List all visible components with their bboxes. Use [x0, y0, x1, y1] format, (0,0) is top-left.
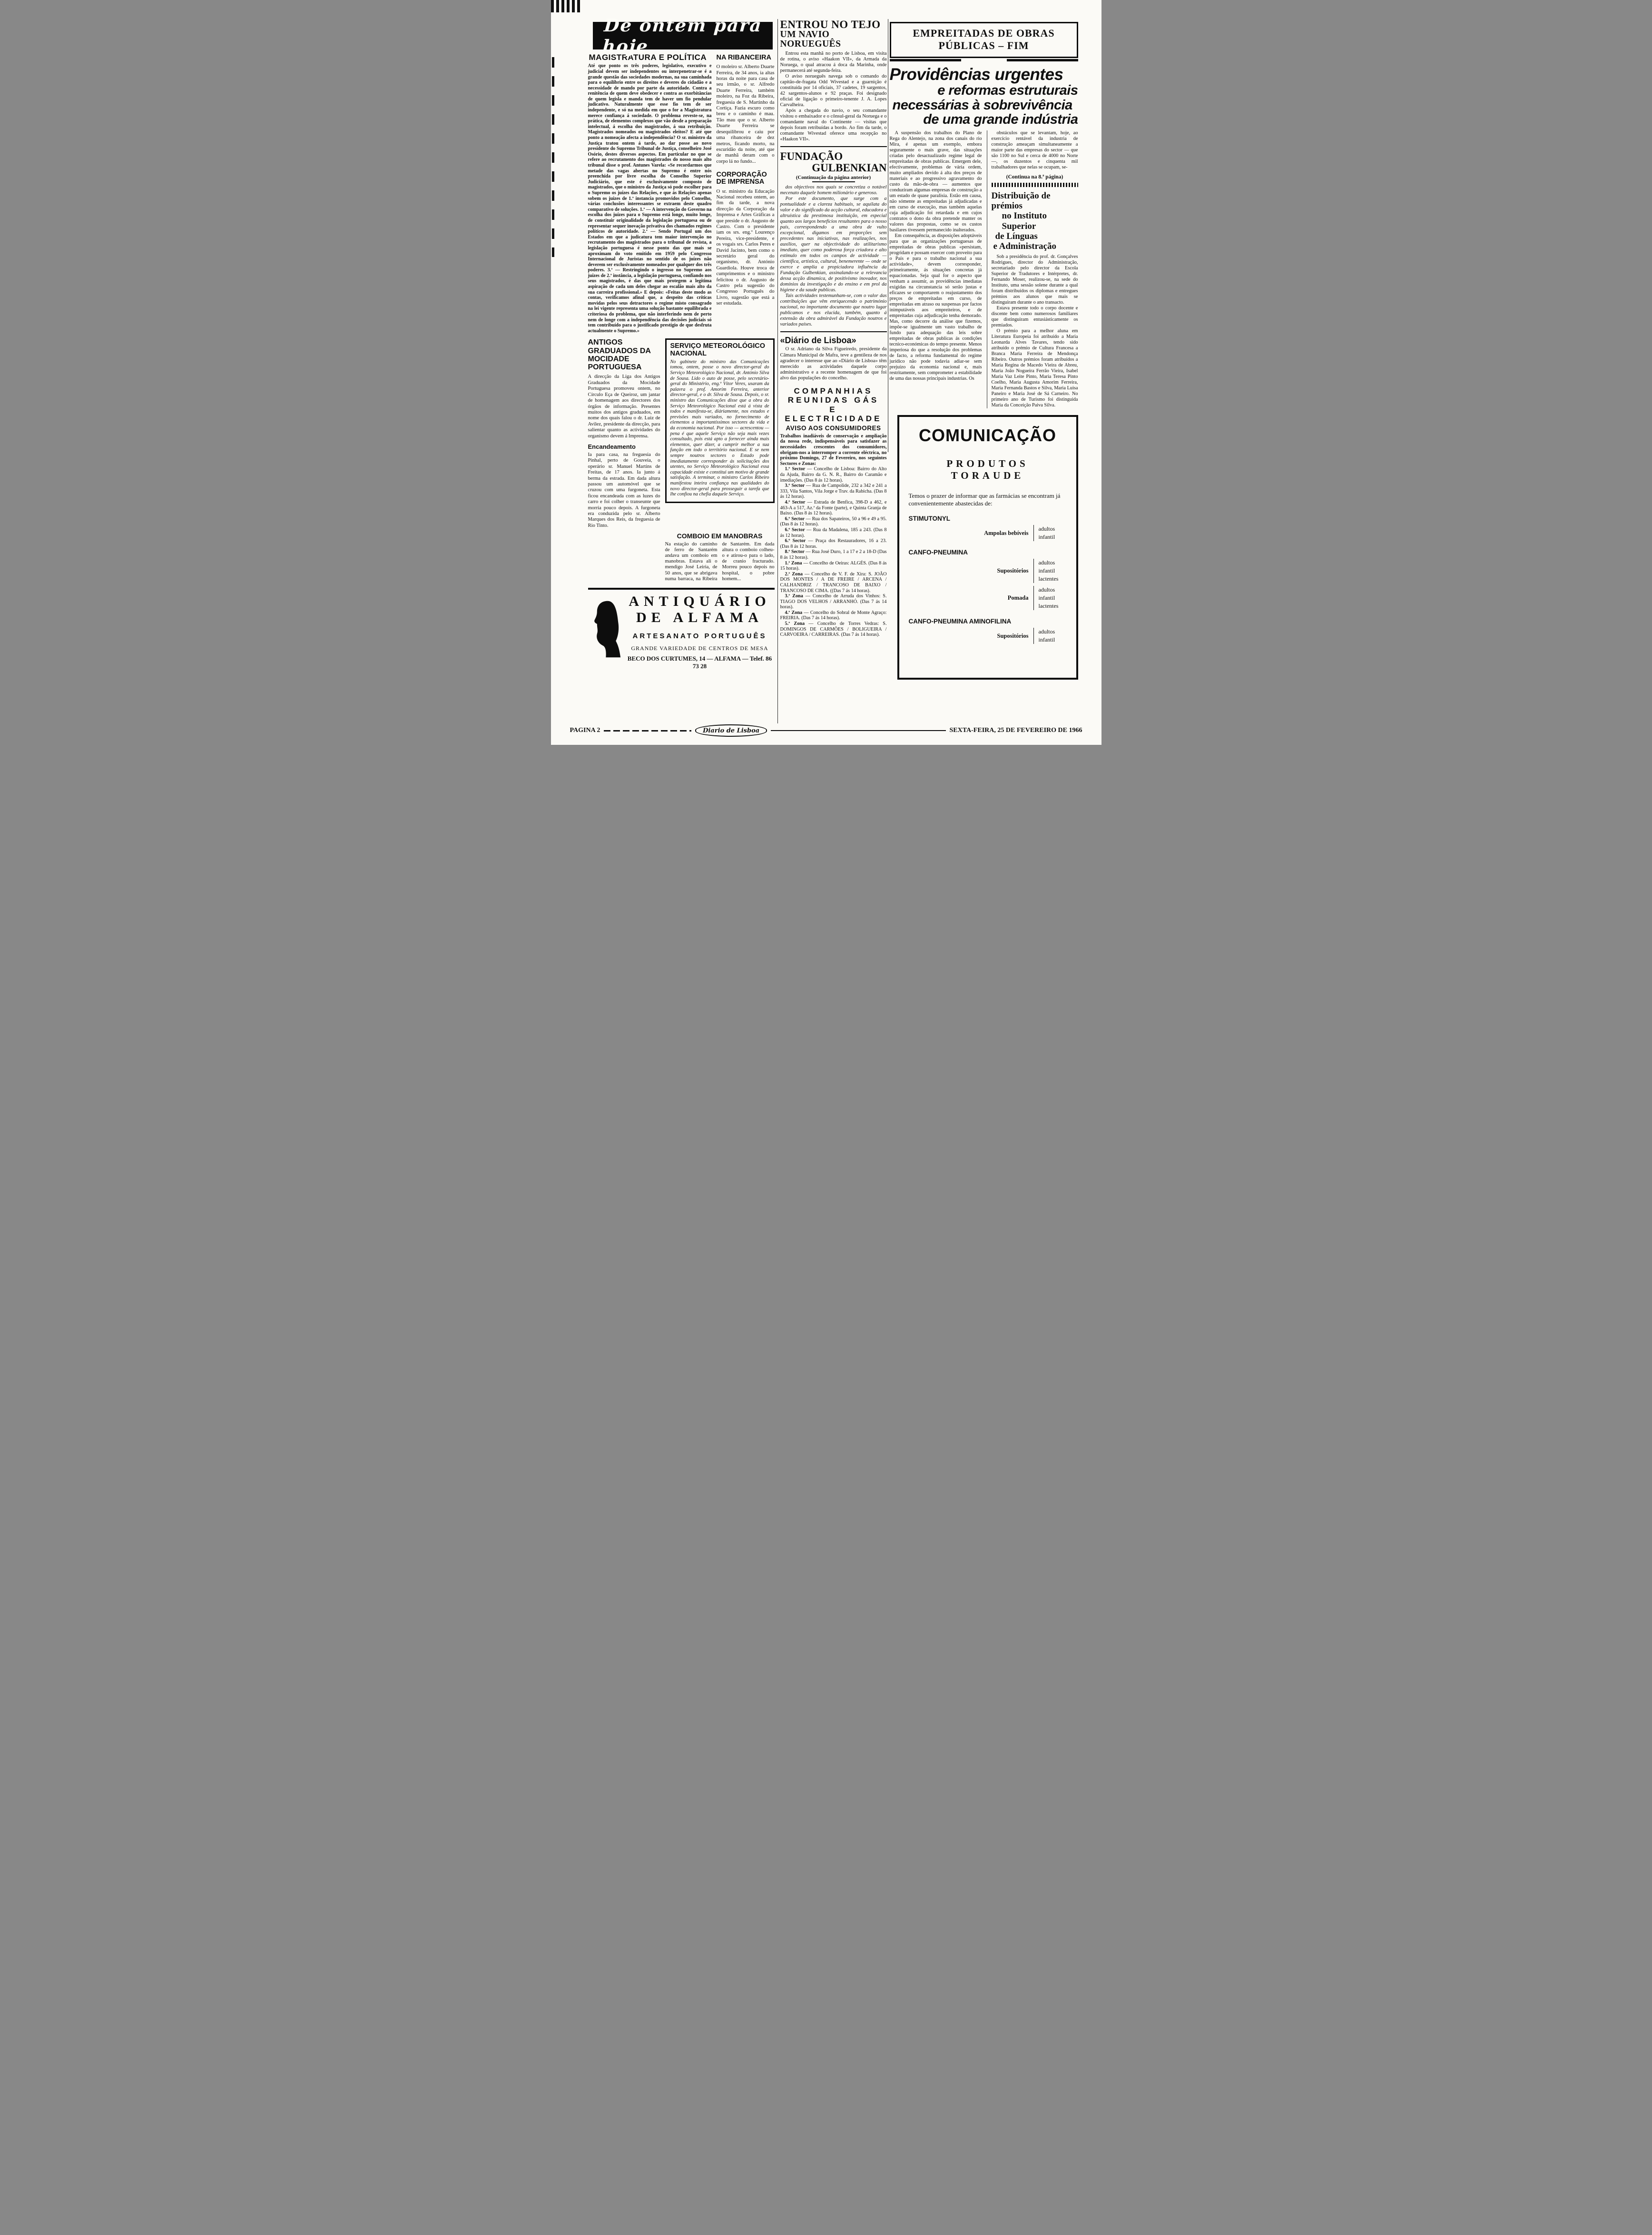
- newspaper-page: [551, 0, 1101, 745]
- product-variants: [1033, 628, 1067, 644]
- product-variants: [1033, 586, 1067, 610]
- man-silhouette-icon: [590, 593, 625, 665]
- section-banner-title: De ontem para hoje: [601, 15, 763, 57]
- product-item: [909, 515, 1067, 541]
- product-form-row: [909, 559, 1067, 583]
- article-headline: ANTIGOS GRADUADOS DA MOCIDADE PORTUGUESA: [588, 338, 651, 372]
- left-column-block: [588, 15, 775, 670]
- ad-subtitle: ARTESANATO PORTUGUÊS: [632, 632, 767, 640]
- kicker-underline-bars: [890, 59, 1078, 61]
- product-form: Ampolas bebíveis: [984, 529, 1029, 536]
- paragraph: e Administração: [993, 241, 1056, 252]
- paragraph: A suspensão dos trabalhos do Plano de Rega do Alentejo, na zona dos canais do rio Mira, é apenas um exemplo, embora seguramente o mais grave, das situações criadas pelo desactualizado regime legal de empreitadas de obras publicas. Emergem dele, efectivamente, problemas de vária ordem, muito ampliados devido á alta dos preços de materiais e ao progressivo agravamento do custo da mão-de-obra — aumentos que conduziram algumas empresas de construção a um estado de quase paralisia. Estão em causa, não sómente as empreitadas já adjudicadas e em curso de execução, mas também aquelas cuja adjudicação foi retardada e em cujos contratos o dono da obra pretende manter os valores das propostas, como se os custos basilares tivessem permanecido inalterados.: [889, 130, 982, 233]
- product-variants: [1033, 525, 1067, 541]
- product-item: [909, 549, 1067, 610]
- product-variant: infantil: [1038, 594, 1055, 602]
- notice-intro: Trabalhos inadiáveis de conservação e ampliação da nossa rede, indispensáveis para satisfazer as necessidades crescentes dos consumidores, obrigam-nos a interromper a corrente eléctrica, no próximo Domingo, 27 de Fevereiro, nos seguintes Sectores e Zonas:: [780, 433, 887, 466]
- article-headline: MAGISTRATURA E POLÍTICA: [589, 53, 707, 62]
- product-item: [909, 618, 1067, 644]
- paragraph: O aviso norueguês navega sob o comando do capitão-de-fragata Odd Wivestad e a guarnição é constituída por 14 oficiais, 37 cadetes, 19 sargentos, 42 sargentos-alunos e 92 praças. Foi designado oficial de ligação o primeiro-tenente J. A. Lopes Carvalheira.: [780, 74, 887, 108]
- article-body: [780, 185, 887, 327]
- article-column-a: [890, 130, 982, 409]
- product-variant: adultos: [1038, 525, 1055, 533]
- article-body: O moleiro sr. Alberto Duarte Ferreira, de 34 anos, ia altas horas da noite para casa de seu irmão, o sr. Alfredo Duarte Ferreira, também moleiro, na Foz da Ribeira, freguesia de S. Martinho da Cortiça. Fazia escuro como breu e o caminho é mau. Tão mau que o sr. Alberto Duarte Ferreira se desequilibrou e caiu por uma ribanceira de dez metros, ficando morto, na escuridão da noite, até que de manhã deram com o corpo lá no fundo...: [716, 64, 775, 164]
- scan-artifact: [551, 0, 581, 12]
- product-variant: adultos: [1038, 586, 1055, 593]
- sector-item: 4.ª Zona — Concelho do Sobral de Monte Agraço: FREIRIA. (Das 7 ás 14 horas).: [780, 610, 887, 621]
- article-headline: «Diário de Lisboa»: [780, 336, 856, 346]
- column-divider: [777, 19, 778, 723]
- article-body: Ia para casa, na freguesia do Pinhal, perto de Gouveia, o operário sr. Manuel Martins de Freitas, de 17 anos. Ia junto á berma da estrada. Em dada altura passou um automóvel que se cruzou com uma furgoneta. Esta ficou encandeada com as luzes do carro e foi colher o transeunte que morria pouco depois. A furgoneta era conduzida pelo sr. Alberto Marques dos Reis, da freguesia de Rio Tinto.: [588, 452, 660, 528]
- paragraph: Entrou esta manhã no porto de Lisboa, em visita de rotina, o aviso «Haakon VII», da Armada da Noruega, o qual atracou á doca da Marinha, onde permanecerá até segunda-feira.: [780, 51, 887, 74]
- ad-text: GRANDE VARIEDADE DE CENTROS DE MESA: [631, 644, 768, 652]
- article-antigos-graduados: [588, 338, 660, 529]
- paragraph: Distribuição de prémios: [991, 190, 1051, 211]
- article-body: No gabinete do ministro das Comunicações tomou, ontem, posse o novo director-geral do Serviço Meteorológico Nacional, dr. António Silva de Sousa. Lido o auto de posse, pelo secretário-geral do Ministério, eng.º Vítor Veres, usaram da palavra o prof. Amorim Ferreira, anterior director-geral, e o dr. Silva de Sousa. Depois, o sr. ministro das Comunicações disse que a obra do Serviço Meteorológico Nacional está á vista de todos e manifesta-se, diáriamente, nos estudos e previsões mais variados, no fornecimento de elementos a importantíssimos sectores da vida e da economia nacional. Por isso — acrescentou — pena é que aquele Serviço não seja mais vezes consultado, pois está apto a fornecer ainda mais elementos, quer dizer, a cumprir melhor a sua função em todo o território nacional. E se nem sempre noutros sectores o Estado pode imediatamente corresponder ás solicitações dos utentes, no Serviço Meteorológico Nacional essa capacidade existe e constitui um motivo de grande satisfação. A terminar, o ministro Carlos Ribeiro manifestou inteira confiança nas qualidades do novo director-geral para prosseguir a tarefa que lhe confiou na chefia daquele Serviço.: [670, 359, 769, 497]
- article-diario-de-lisboa: [780, 336, 887, 382]
- sector-item: 3.º Sector — Rua de Campolide, 232 a 342 e 241 a 333, Vila Santos, Vila Jorge e Trav. da Rabicha. (Das 8 ás 12 horas).: [780, 483, 887, 500]
- article-subhead: Encandeamento: [588, 443, 636, 450]
- product-variant: lactentes: [1038, 575, 1059, 583]
- paragraph: de Línguas: [995, 231, 1038, 241]
- rule: [780, 331, 887, 332]
- product-form-row: [909, 586, 1067, 610]
- hatched-divider: [992, 183, 1078, 187]
- ad-toraude: [897, 415, 1078, 680]
- newspaper-logo-text: Diario de Lisboa: [703, 727, 760, 734]
- product-form: Pomada: [1007, 594, 1029, 602]
- ad-subtitle: PRODUTOS TORAUDE: [946, 458, 1029, 482]
- sector-list: [780, 466, 887, 637]
- middle-column: [780, 19, 887, 638]
- article-gulbenkian: [780, 151, 887, 327]
- kicker-text: EMPREITADAS DE OBRAS PÚBLICAS – FIM: [913, 27, 1055, 51]
- article-column-b: [987, 130, 1078, 409]
- paragraph: de uma grande indústria: [923, 111, 1078, 127]
- ad-intro: Temos o prazer de informar que as farmácias se encontram já convenientemente abastecidas de:: [908, 492, 1061, 507]
- product-form: Supositórios: [997, 567, 1029, 574]
- sector-item: 5.ª Zona — Concelho de Torres Vedras: S. DOMINGOS DE CARMÕES / BOLIGUEIRA / CARVOEIRA / CARREIRAS. (Das 7 ás 14 horas).: [780, 621, 887, 638]
- rule: [812, 181, 855, 182]
- paragraph: Providências urgentes: [889, 65, 1063, 84]
- article-body: [992, 254, 1078, 408]
- section-banner: [593, 15, 773, 57]
- ad-address: BECO DOS CURTUMES, 14 — ALFAMA — Telef. 86 73 28: [627, 654, 772, 670]
- product-form: Supositórios: [997, 632, 1029, 639]
- article-headline: GULBENKIAN: [812, 161, 887, 174]
- sector-item: 4.º Sector — Estrada de Benfica, 398-D a 462, e 463-A a 517, Az.ª da Fonte (parte), e Quinta Granja de Baixo. (Das 8 ás 12 horas).: [780, 500, 887, 516]
- paragraph: E ELECTRICIDADE: [785, 405, 882, 424]
- footer-dash-rule: [604, 730, 691, 732]
- product-variant: adultos: [1038, 628, 1055, 635]
- product-variants: [1033, 559, 1067, 583]
- left-narrow-column: [717, 52, 775, 334]
- product-name: CANFO-PNEUMINA AMINOFILINA: [908, 618, 1012, 625]
- paragraph: Por este documento, que surge com a pontualidade e a clareza habituais, se aquilata do valor e do significado da acção cultural, educadora e altruística da prestimosa instituição, em especial quanto aos largos benefícios resultantes para o nosso país, correspondendo a uma obra de vulto excepcional, digamos em proporções sem precedentes nas iniciativas, nas realizações, nos auxílios, quer na objectividade do utilitarismo imediato, quer como poderosa força criadora e alto estímulo em todos os campos de actividade — científica, artística, cultural, benemerente — onde se exerce e amplia a propiciadora influência da Fundação Gulbenkian, assinalando-se a relevancia dessa acção dinamica, de positivismo inovador, nos domínios da investigação e do ensino e em prol da higiene e da saude publicas.: [780, 196, 887, 293]
- article-body: Até que ponto os três poderes, legislativo, executivo e judicial devem ser independentes ou interpenetrar-se é a grande questão das sociedades modernas, na sua caminhada para o equilíbrio entre os direitos e deveres do cidadão e a necessidade de mando por parte da autoridade. Contra a renitência de quem deve obedecer e contra as exorbitâncias de quem legisla e manda tem de haver um fio pendular judicativo. Naturalmente que esse fio tem de ser independente, e só na medida em que o for a Magistratura merece confiança á sociedade. O problema reveste-se, na prática, de elementos complexos que vão desde a preparação intelectual, á escolha dos magistrados, á sua retribuição. Magistrados nomeados ou magistrados eleitos? E até que ponto a nomeação afecta a independência? O sr. ministro da Justiça tratou ontem á tarde, ao dar posse ao novo presidente do Supremo Tribunal de Justiça, conselheiro José Osório, destes diversos aspectos. Em particular no que se refere ao recrutamento dos magistrados do nosso mais alto tribunal disse o prof. Antunes Varela: «Se recordarmos que metade das vagas abertas no Supremo é entre nós preenchida por livre escolha do Conselho Superior Judiciário, que este é exclusivamente composto de magistrados, que o ministro da Justiça só pode escolher para o Supremo os juízes das Relações, e que ás Relações apenas sobem os juízes de 1.ª instancia promovidos pelo Conselho, várias conclusões interessantes se extraem deste quadro comparativo de soluções. 1.ª — A intervenção do Governo na escolha dos juízes para o Supremo está longe, muito longe, de constituir originalidade da legislação portuguesa ou de representar sequer inovação privativa dos chamados regimes políticos de autoridade. 2.ª — Sendo Portugal um dos Estados em que a judicatura tem maior intervenção no recrutamento dos magistrados para o tribunal de revista, a legislação portuguesa é nesse ponto das que mais se aproximam do voto emitido em 1959 pelo Congresso Internacional de Juristas no sentido de os juízes não deverem ser exclusivamente nomeados por qualquer dos três poderes. 3.ª — Restringindo o ingresso no Supremo aos juízes de 2.ª instância, a legislação portuguesa, confiando nos seus magistrados, é das que mais protegem a legítima aspiração de cada um deles chegar ao escalão mais alto da sua carreira profissional.» E depois: «Feitas deste modo as contas, verificamos afinal que, a despeito das críticas movidas pelos seus detractores o regime misto consagrado na lei vigente representa uma solução bastante equilibrada e criteriosa do problema, que não interferindo nem de perto nem de longe com a independência das decisões judiciais só tem contribuído para o justificado prestígio de que desfruta actualmente o Supremo.»: [588, 63, 712, 334]
- product-variant: infantil: [1038, 636, 1055, 643]
- article-distribuicao-premios: [992, 191, 1078, 409]
- article-body: [780, 51, 887, 142]
- sector-item: 2.ª Zona — Concelho de V. F. de Xira: S. JOÃO DOS MONTES / A DE FREIRE / ARCENA / CALHANDRIZ / TRANCOSO DE BAIXO / TRANCOSO DE CIMA. ((Das 7 ás 14 horas).: [780, 571, 887, 593]
- sector-item: 3.ª Zona — Concelho de Arruda dos Vinhos: S. TIAGO DOS VELHOS / ARRANHÓ. (Das 7 ás 14 horas).: [780, 593, 887, 610]
- sector-item: 6.º Sector — Rua dos Sapateiros, 50 a 96 e 49 a 95. (Das 8 ás 12 horas).: [780, 516, 887, 527]
- article-navio-noruegues: [780, 19, 887, 142]
- article-body: Na estação do caminho de ferro de Santarém andava um comboio em manobras. Estava ali o mendigo José Leiria, de 50 anos, que se abrigava numa barraca, na Ribeira de Santarém. Em dada altura o comboio colheu-o e atirou-o para o lado, de cranio fracturado. Morreu pouco depois no hospital, o pobre homem...: [665, 541, 775, 582]
- article-headline: FUNDAÇÃO: [780, 150, 843, 163]
- article-headline: [992, 191, 1078, 252]
- paragraph: Tais actividades testemunham-se, com o valor das contribuições que vêm enriquecendo o património nacional, no importante documento que noutro lugar publicamos e nos elucida, também, quanto á extensão da obra admirável da Fundação noutros e variados países.: [780, 293, 887, 327]
- product-variant: infantil: [1038, 534, 1055, 541]
- article-comboio: [665, 533, 775, 582]
- article-magistratura: [588, 52, 712, 334]
- paragraph: Em consequência, as disposições adoptáveis para que as organizações portuguesas de empreitadas de obras publicas «persistam, progridam e possam exercer com proveito para o País e para o trabalho nacional a sua actividade», devem corresponder, primeiramente, ás situações concretas já equacionadas. Seja qual for o aspecto que venham a assumir, as providências imediatas exigidas na circunstancia só serão justas e eficazes se comportarem o reajustamento dos preços de empreitadas em curso, de empreitadas em atraso ou suspensas por factos inimputáveis aos empreiteiros, e de empreitadas cuja adjudicação tenha demorado. Mas, como decorre da análise que fizemos, impõe-se igualmente um vasto trabalho de fundo para adequação das leis sobre empreitadas de obras publicas ás condições tecnico-económicas do tempo presente. Menos imperiosa do que a resolução dos problemas de facto, a reforma fundamental do regime jurídico não pode todavia adiar-se sem prejuízo da economia nacional e, mais restritamente, sem comprometer a estabilidade de uma das nossas principais industrias. Os: [889, 233, 982, 381]
- notice-companhias-gas: [780, 386, 887, 638]
- article-na-ribanceira: [717, 54, 775, 165]
- product-form-row: [909, 628, 1067, 644]
- ad-title-line: DE ALFAMA: [636, 610, 763, 626]
- paragraph: necessárias à sobrevivência: [892, 97, 1072, 113]
- article-headline: SERVIÇO METEOROLÓGICO NACIONAL: [670, 342, 766, 357]
- paragraph: Após a chegada do navio, o seu comandante visitou o embaixador e o cônsul-geral da Noruega e o comandante naval do Continente — visitas que depois foram retribuídas a bordo. Ao fim da tarde, o comandante Wivestad oferece uma recepção no «Haakon VII».: [780, 108, 887, 142]
- continuation-note: (Continuação da página anterior): [796, 175, 871, 181]
- sector-item: 6.º Sector — Rua da Madalena, 185 a 243. (Das 8 ás 12 horas).: [780, 527, 887, 538]
- scan-artifact: [552, 57, 554, 257]
- footer-rule: [771, 730, 945, 731]
- right-column-block: [890, 22, 1078, 680]
- paragraph: Sob a presidência do prof. dr. Gonçalves Rodrigues, director do Administração, secretariado pelo director da Escola Superior de Tradutores e Intérpretes, dr. Fernando Moser, realizou-se, na sede do Instituto, uma sessão solene durante a qual foram distribuídos os diplomas e entregues prémios aos alunos que mais se distinguiram durante o ano transacto.: [991, 254, 1078, 306]
- article-headline: COMBOIO EM MANOBRAS: [677, 532, 763, 540]
- article-headline: CORPORAÇÃO DE IMPRENSA: [716, 171, 767, 186]
- sector-item: 1.º Sector — Concelho de Lisboa: Bairro do Alto da Ajuda, Bairro da G. N. R., Bairro do Caramão e imediações. (Das 8 ás 12 horas).: [780, 466, 887, 483]
- paragraph: no Instituto Superior: [1002, 211, 1047, 231]
- article-servico-meteorologico: [665, 338, 775, 503]
- paragraph: Estava presente todo o corpo docente e discente bem como numerosos familiares que distinguiram entusiásticamente os premiados.: [991, 306, 1078, 328]
- page-number: PAGINA 2: [570, 727, 600, 734]
- notice-headline: [780, 386, 887, 424]
- product-variant: lactentes: [1038, 603, 1059, 610]
- ad-title: COMUNICAÇÃO: [919, 425, 1056, 445]
- ad-title-line: ANTIQUÁRIO: [629, 593, 771, 609]
- paragraph: e reformas estruturais: [937, 83, 1078, 99]
- ad-antiquario: [588, 588, 775, 670]
- rule: [780, 146, 887, 147]
- article-corporacao: [717, 171, 775, 307]
- article-headline: NA RIBANCEIRA: [716, 54, 771, 61]
- sector-item: 6.º Sector — Praça dos Restauradores, 16 a 23. (Das 8 ás 12 horas.: [780, 538, 887, 549]
- paragraph: O prémio para a melhor aluna em Literatura Europeia foi atribuído a Maria Leonarda Alves Tavares, tendo sido atribuído o prémio de Cultura Francesa a Branca Maria Ferreira de Mendonça Ribeiro. Outros prémios foram atribuídos a Maria Regina de Macedo Vieira de Abreu, Maria João Nogueira Ferrão Vieira, Isabel Maria Vaz Leite Pinto, Maria Teresa Pinto Coelho, Maria Augusta Amorim Ferreira, Maria Fernanda Bastos e Silva, Maria Luisa Paneiro e Maria José de Sá Carneiro. No primeiro ano de Turismo foi distinguida Maria da Conceição Paiva Silva.: [991, 328, 1078, 408]
- article-headline: UM NAVIO NORUEGUÊS: [780, 30, 841, 49]
- product-name: CANFO-PNEUMINA: [908, 549, 968, 556]
- article-kicker-box: [890, 22, 1078, 58]
- product-list: [909, 515, 1067, 644]
- page-date: SEXTA-FEIRA, 25 DE FEVEREIRO DE 1966: [949, 727, 1082, 734]
- sector-item: 1.ª Zona — Concelho de Oeiras: ALGÉS. (Das 8 ás 15 horas).: [780, 560, 887, 572]
- product-name: STIMUTONYL: [908, 515, 950, 523]
- main-headline: [890, 66, 1078, 127]
- article-body: O sr. Adriano da Silva Figueiredo, presidente da Câmara Municipal de Mafra, teve a gentileza de nos agradecer o interesse que ao «Diário de Lisboa» têm merecido as actividades daquele corpo administrativo e a recente homenagem de que foi alvo das populações do concelho.: [780, 346, 887, 381]
- article-headline: ENTROU NO TEJO: [780, 19, 881, 30]
- paragraph: dos objectivos nos quais se concretiza o notável mecenato daquele homem milionário e generoso.: [780, 185, 887, 196]
- continuation-note: (Continua na 8.ª página): [1006, 174, 1063, 180]
- article-body: O sr. ministro da Educação Nacional recebeu ontem, ao fim da tarde, a nova direcção da Corporação da Imprensa e Artes Gráficas a que preside o dr. Augusto de Castro. Com o presidente iam os srs. eng.º Lourenço Pereira, vice-presidente, e os vogais srs. Carlos Peres e David Jacinto, bem como o secretário geral do organismo, dr. António Guardiola. Houve troca de cumprimentos e o ministro felicitou o dr. Augusto de Castro pela sugestão do Congresso Português do Livro, sugestão que está a ser estudada.: [716, 188, 775, 307]
- product-form-row: [909, 525, 1067, 541]
- paragraph: REUNIDAS GÁS: [787, 396, 879, 405]
- product-variant: adultos: [1038, 559, 1055, 566]
- product-variant: infantil: [1038, 567, 1055, 574]
- article-body: obstáculos que se levantam, hoje, ao exercício rentável da industria de construção ameaçam simultaneamente a maior parte das empresas do sector — que são 1100 no Sul e cerca de 4000 no Norte —, os duzentos e cinquenta mil trabalhadores que nelas se ocupam, se-: [991, 130, 1078, 170]
- newspaper-logo: [695, 724, 767, 737]
- notice-subhead: AVISO AOS CONSUMIDORES: [786, 424, 881, 432]
- article-body: A direcção da Liga dos Antigos Graduados da Mocidade Portuguesa promoveu ontem, no Círculo Eça de Queiroz, um jantar de homenagem aos directores dos órgãos de informação. Presentes muitos dos antigos graduados, em nome dos quais falou o dr. Luiz de Avilez, presidente da direcção, para salientar quanto as actividades do organismo devem á Imprensa.: [588, 374, 660, 439]
- sector-item: 8.º Sector — Rua José Duro, 1 a 17 e 2 a 18-D (Das 8 ás 12 horas).: [780, 549, 887, 560]
- paragraph: COMPANHIAS: [794, 386, 873, 396]
- page-footer: [570, 724, 1082, 737]
